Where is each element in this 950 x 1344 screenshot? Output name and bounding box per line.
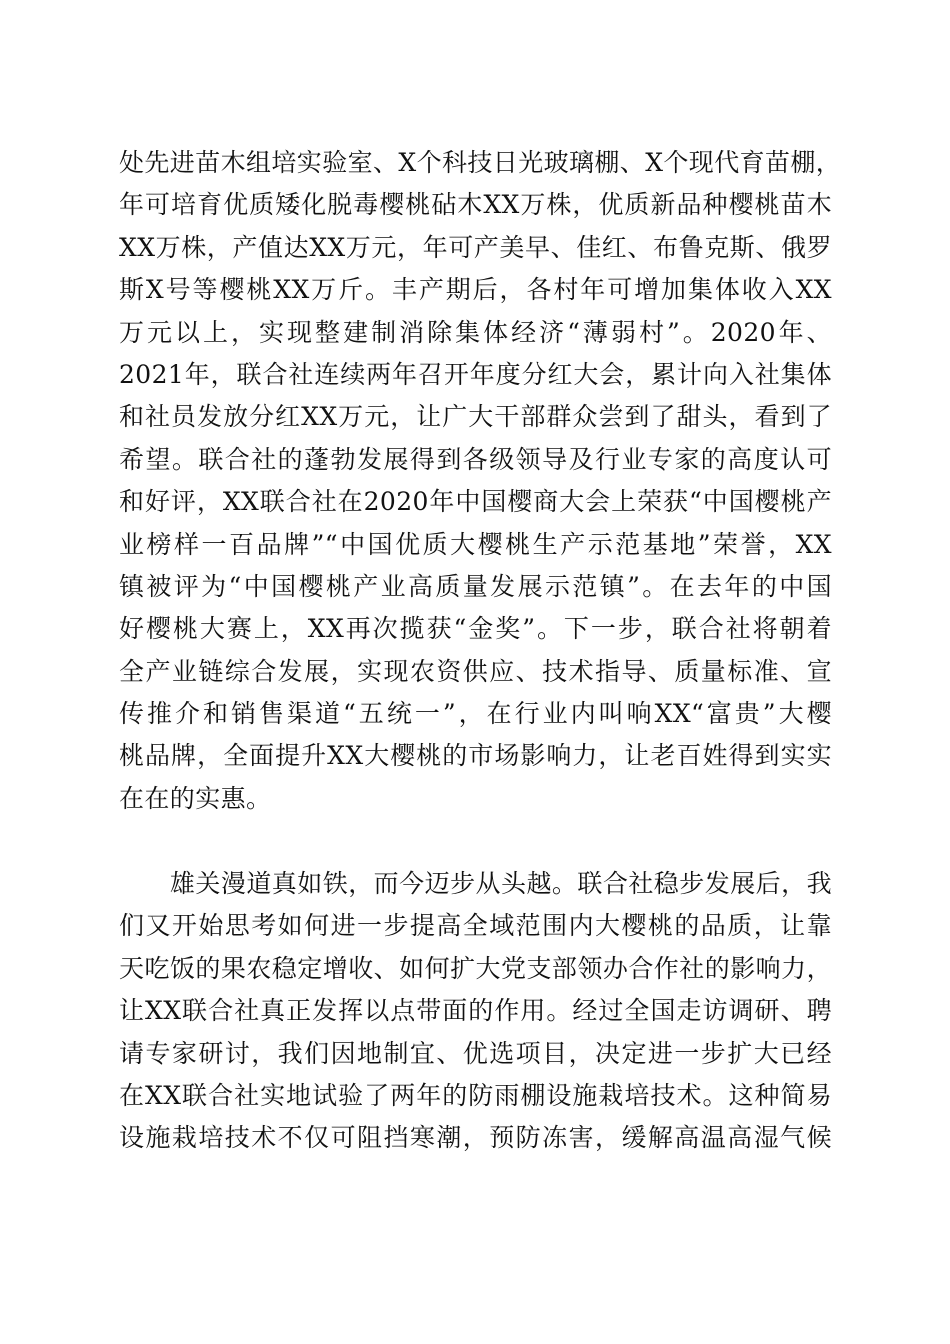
text-line: 在XX联合社实地试验了两年的防雨棚设施栽培技术。这种简易 (119, 1080, 832, 1110)
text-line: 2021年，联合社连续两年召开年度分红大会，累计向入社集体 (119, 359, 832, 389)
text-line: 们又开始思考如何进一步提高全域范围内大樱桃的品质，让靠 (119, 911, 832, 941)
text-line: 雄关漫道真如铁，而今迈步从头越。联合社稳步发展后，我 (119, 869, 832, 898)
text-line: 全产业链综合发展，实现农资供应、技术指导、质量标准、宣 (119, 656, 832, 686)
paragraph-new (119, 863, 832, 1160)
text-line: 在在的实惠。 (119, 783, 272, 813)
text-line: 处先进苗木组培实验室、X个科技日光玻璃棚、X个现代育苗棚， (119, 148, 842, 177)
text-line: XX万株，产值达XX万元，年可产美早、佳红、布鲁克斯、俄罗 (119, 232, 832, 262)
text-line: 和社员发放分红XX万元，让广大干部群众尝到了甜头，看到了 (119, 402, 832, 432)
text-line: 和好评，XX联合社在2020年中国樱商大会上荣获“中国樱桃产 (119, 487, 832, 517)
text-line: 传推介和销售渠道“五统一”，在行业内叫响XX“富贵”大樱 (119, 699, 832, 729)
text-line: 请专家研讨，我们因地制宜、优选项目，决定进一步扩大已经 (119, 1038, 832, 1068)
text-line: 希望。联合社的蓬勃发展得到各级领导及行业专家的高度认可 (119, 444, 832, 474)
text-line: 万元以上，实现整建制消除集体经济“薄弱村”。2020年、 (119, 317, 832, 347)
text-line: 桃品牌，全面提升XX大樱桃的市场影响力，让老百姓得到实实 (119, 741, 832, 771)
text-line: 年可培育优质矮化脱毒樱桃砧木XX万株，优质新品种樱桃苗木 (119, 190, 832, 220)
text-line: 镇被评为“中国樱桃产业高质量发展示范镇”。在去年的中国 (119, 571, 832, 601)
text-line: 斯X号等樱桃XX万斤。丰产期后，各村年可增加集体收入XX (119, 275, 832, 305)
text-line: 让XX联合社真正发挥以点带面的作用。经过全国走访调研、聘 (119, 996, 832, 1026)
text-line: 天吃饭的果农稳定增收、如何扩大党支部领办合作社的影响力， (119, 953, 832, 983)
text-line: 业榜样一百品牌”“中国优质大樱桃生产示范基地”荣誉，XX (119, 529, 832, 559)
text-line: 好樱桃大赛上，XX再次揽获“金奖”。下一步，联合社将朝着 (119, 614, 832, 644)
text-line: 设施栽培技术不仅可阻挡寒潮，预防冻害，缓解高温高湿气候 (119, 1123, 832, 1153)
paragraph-continuation (119, 142, 842, 820)
